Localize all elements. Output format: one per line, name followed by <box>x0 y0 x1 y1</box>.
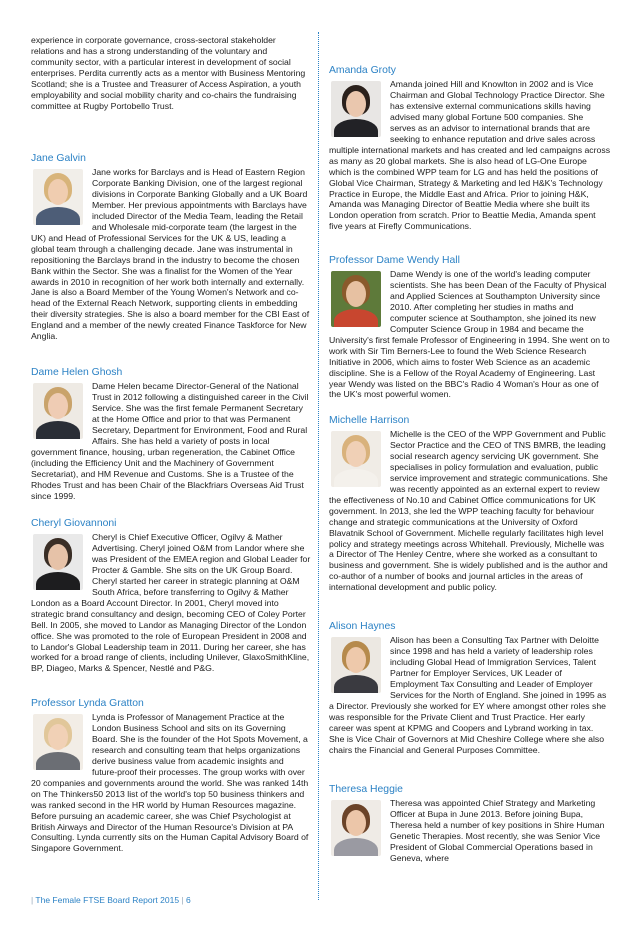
profile-name: Michelle Harrison <box>329 415 410 426</box>
portrait-photo <box>33 534 83 590</box>
profile-name: Jane Galvin <box>31 153 86 164</box>
profile-name: Dame Helen Ghosh <box>31 367 123 378</box>
portrait-photo <box>331 800 381 856</box>
profile-name: Alison Haynes <box>329 621 396 632</box>
profile-bio: Amanda joined Hill and Knowlton in 2002 and is Vice Chairman and Global Technology Practice Director. She has extensive external communications skills having advised many global Fortune 500 companies. She serves as an advisor to international brands that are seeking to enhance reputation and drive sales across multiple international markets and has created and led campaigns across as many as 20 global markets. She is also head of LG-One Europe which is the combined WPP team for LG and has held the positions of Global Vice Chairman, Strategy & Marketing and led H&K's Technology Practice in Europe, the Middle East and Africa. Prior to joining H&K, Amanda was Managing Director of Beattie Media where she built its London operation from scratch. Prior to Beattie Media, Amanda spent five years at Firefly Communications. <box>329 79 611 232</box>
profile-bio: Alison has been a Consulting Tax Partner with Deloitte since 1998 and has held a variety of leadership roles including Global Head of Immigration Services, Talent Partner for Employer Services, UK Leader of Employment Tax Consulting and Leader of Employer Services for the North of England. She joined in 1995 as a Director. Previously she worked for EY where amongst other roles she was responsible for the Private Client and Trust Practice. Her early career was spent at KPMG and Coopers and Lybrand working in tax. She is Vice Chair of Governors at Mid Cheshire College where she also chairs the Financial and General Purposes Committee. <box>329 635 607 755</box>
profile-jane-galvin <box>31 152 311 342</box>
profile-cheryl-giovannoni <box>31 517 311 674</box>
portrait-photo <box>33 714 83 770</box>
profile-bio: Theresa was appointed Chief Strategy and Marketing Officer at Bupa in June 2013. Before joining Bupa, Theresa held a number of key positions in Shire Human Genetic Therapies. Most recently, she was Senior Vice President of Global Commercial Operations based in Geneva, where <box>390 798 605 863</box>
profile-bio: Michelle is the CEO of the WPP Government and Public Sector Practice and the CEO of TNS BMRB, the leading social research agency servicing UK government. She specialises in policy formulation and evaluation, public service improvement and strategic communications. She was recently appointed as an external expert to review the effectiveness of No.10 and Cabinet Office communications for UK government. In 2013, she led the WPP teaching faculty for behaviour change and strategic communications at the University of Oxford Blavatnik School of Government. Michelle regularly facilitates high level policy and strategy meetings across Whitehall. Previously, Michelle was a Director of The Henley Centre, where she worked as a consultant to business and government. She is widely published and is the author and co-author of a number of books and journal articles in the areas of international development and public policy. <box>329 429 608 593</box>
profile-name: Theresa Heggie <box>329 784 403 795</box>
profile-bio: Lynda is Professor of Management Practice at the London Business School and sits on its Governing Board. She is the founder of the Hot Spots Movement, a research and consulting team that helps organizations derive business value from academic insights and future-proof their processes. The group works with over 20 companies and governments around the world. She was ranked 14th on The Thinkers50 2013 list of the world's top 50 business thinkers and was ranked second in the HR world by Human Resources magazine. Before pursuing an academic career, she was Chief Psychologist at British Airways and Director of the Human Resource's Division at PA Consulting. Lynda currently sits on the Human Capital Advisory Board of Singapore Government. <box>31 712 309 854</box>
profile-wendy-hall <box>329 254 611 400</box>
profile-helen-ghosh <box>31 366 311 501</box>
profile-bio: Dame Helen became Director-General of the National Trust in 2012 following a distinguished career in the Civil Service. She was the first female Permanent Secretary at the Home Office and prior to that was Permanent Secretary, Department for Environment, Food and Rural Affairs. She has held a variety of posts in local government finance, housing, urban regeneration, the Cabinet Office (including the Efficiency Unit and the Machinery of Government Secretariat), and HM Revenue and Customs. She is a Trustee of the Rhodes Trust and has been Chair of the Blackfriars Overseas Aid Trust since 1999. <box>31 381 309 501</box>
intro-paragraph-block <box>31 35 311 112</box>
intro-paragraph: experience in corporate governance, cross-sectoral stakeholder relations and has a strong understanding of the voluntary and community sector, with a particular interest in development of social enterprises. Perdita currently acts as a mentor with Business Mentoring Scotland; she is a Trustee and Treasurer of Access Aspiration, a youth employability and social mobility charity and co-chairs the fundraising committee at Rugby Portobello Trust. <box>31 35 306 111</box>
profile-alison-haynes <box>329 620 611 755</box>
profile-name: Cheryl Giovannoni <box>31 518 117 529</box>
profile-bio: Cheryl is Chief Executive Officer, Ogilvy & Mather Advertising. Cheryl joined O&M from Landor where she was President of the EMEA region and Global Leader for Procter & Gamble. She sits on the UK Group Board. Cheryl started her career in strategic planning at O&M South Africa, before transferring to Ogilvy & Mather London as a Board Account Director. In 2001, Cheryl moved into strategic brand consultancy and design, becoming CEO of Coley Porter Bell. In 2005, she moved to Landor as Managing Director of the London office. She was promoted to the role of European President in 2008 and to Landor's Global Leadership team in 2011. During her career, she has worked for a broad range of clients, including Unilever, GlaxoSmithKline, BP, Diageo, Marks & Spencer, Nestlé and P&G. <box>31 532 311 674</box>
portrait-photo <box>331 431 381 487</box>
column-divider <box>318 32 319 900</box>
profile-bio: Dame Wendy is one of the world's leading computer scientists. She has been Dean of the Faculty of Physical and Applied Sciences at Southampton University since 2010. After completing her studies in maths and computer science at Southampton, she joined its new Computer Science Group in 1984 and became the University's first female Professor of Engineering in 1994. She went on to work with Sir Tim Berners-Lee to found the Web Science Research Initiative in 2006, which aims to foster Web Science as an academic discipline. She is a Fellow of the Royal Academy of Engineering. Last year Wendy was listed on the BBC's Radio 4 Woman's Hour as one of the UK's most powerful women. <box>329 269 610 400</box>
portrait-photo <box>331 637 381 693</box>
report-title: The Female FTSE Board Report 2015 <box>35 895 180 905</box>
profile-theresa-heggie <box>329 783 611 864</box>
profile-michelle-harrison <box>329 414 611 593</box>
profile-amanda-groty <box>329 64 611 232</box>
portrait-photo <box>331 81 381 137</box>
profile-name: Professor Lynda Gratton <box>31 698 144 709</box>
profile-name: Amanda Groty <box>329 65 396 76</box>
page-number: 6 <box>185 895 191 905</box>
profile-name: Professor Dame Wendy Hall <box>329 255 460 266</box>
portrait-photo <box>331 271 381 327</box>
page-footer: | The Female FTSE Board Report 2015 | 6 <box>31 895 191 905</box>
portrait-photo <box>33 383 83 439</box>
portrait-photo <box>33 169 83 225</box>
profile-bio: Jane works for Barclays and is Head of Eastern Region Corporate Banking Division, one of the largest regional divisions in Corporate Banking Globally and a UK Board Member. Her previous appointments with Barclays have included Director of the Media Team, leading the Retail and Wholesale mid-corporate team (the largest in the UK) and Head of Professional Services for the UK & US, leading a global team through a challenging decade. Jane was instrumental in repositioning the Barclays brand in the industry to become the chosen Bank within the Sector. She was a finalist for the Women of the Year awards in 2010 in recognition of her work both internally and externally. Jane is also a Board Member of the Young Women's Network and co-head of the External Reach Network, supporting clients in embedding their diversity strategies. She is also a board member for the CBI East of England and a member of the newly created Finance Taskforce for New Anglia. <box>31 167 310 342</box>
profile-lynda-gratton <box>31 697 311 854</box>
